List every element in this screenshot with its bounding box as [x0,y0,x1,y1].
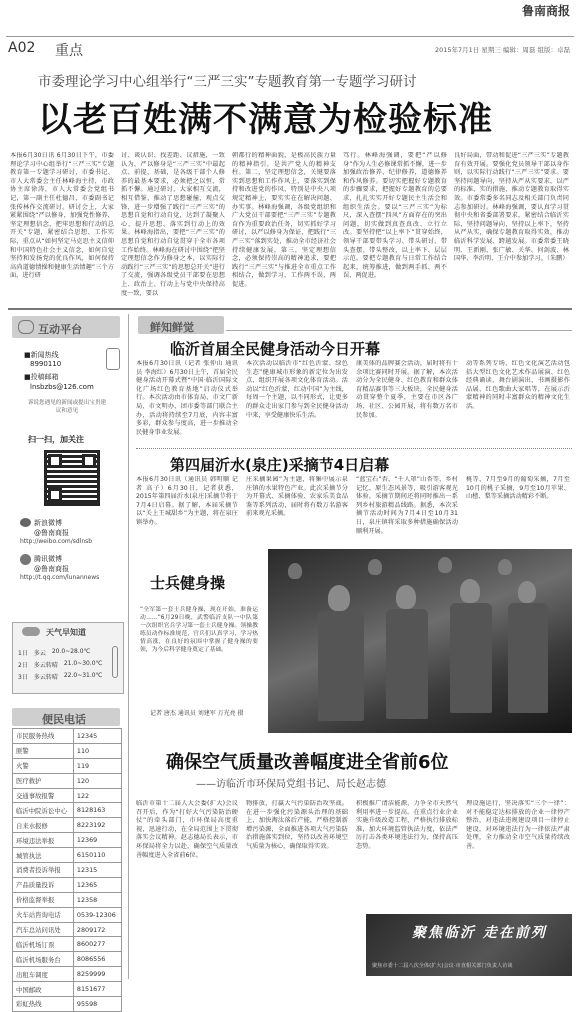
service-row [13,937,122,952]
story4-col-4: 理设施运行，坚决落实“三个一律”：对不能稳定达标排放的企业一律停产整治，对违法违规建设项目一律停止建设，对环境违法行为一律依法严肃处理，全力推动全市空气质量持续改善。 [466,800,570,850]
story2-col-2: 庄采摘果园”为主题，将集中展示泉庄镇的水果特色产业。此次采摘节分为开幕式、采摘体验、农家乐美食品鉴等系列活动，届时将有数万名游客前来观光采摘。 [246,476,348,518]
qr-caption: 扫一扫，加关注 [28,435,84,444]
cloud-icon [22,627,40,636]
service-row [13,967,122,982]
service-name: 中国邮政 [13,982,74,997]
story4-col-3: 积极推广清洁能源，力争全市天然气利用率进一步提高。在重点行业企业实施升级改造工程，严格执行排放标准，加大环境监管执法力度，依法严厉打击各类环境违法行为，保持高压态势。 [356,800,458,850]
service-name: 环境违法举报 [13,833,74,848]
lead-bottom-rule [8,308,572,310]
story1-divider [136,448,572,449]
story2-col-1: 本报6月30日讯（通讯员 韩明顺 记者 高子）6月30日，记者获悉，2015年第四届沂水(泉庄)采摘节将于7月4日启幕。据了解，本届采摘节以“关上王城甜乡”为主题，将在泉庄镇举办。 [136,476,238,526]
service-row [13,863,122,878]
lead-col-4: 笃行。林峰海强调，要把“严以修身”作为人生必修课常抓不懈，进一步加强政治修养，纪律修养，道德修养和作风修养。要切实把握好专题教育的步骤要求，把握好专题教育的总要求，扎扎实实开好专题民主生活会和组织生活会。要以“三严三实”为标尺，深入查摆“四风”方面存在的突出问题，切实做到真查真改、立行立改。要坚持把“以上率下”贯穿始终，领导干部要带头学习、带头研讨、带头查摆、带头整改，以上率下、层层示范。要把专题教育与日常工作结合起来，统筹推进，做到两手抓、两不误、两促进。 [343,152,447,280]
fresh-top-rule [226,330,572,331]
interact-note: 诉说您遇见的新闻或提出宝贵建议和意见 [27,400,107,414]
service-phone: 122 [73,788,121,803]
lead-col-3: 朝都行的精神面貌，是极高民族力量的精神指引，是共产党人的精神支柱。第二，坚定理想信念，关键要落实到思想和工作作风上，要落实到保持和改进党的作风，特别是中央八项规定精神上，要实实在在解决问题、办实事。林峰海强调，各级党组织和广大党员干部要把“三严三实”专题教育作为重要政治任务，切实抓好学习研讨，以严以修身为保证，把践行“三严三实”落到实处，推动全市经济社会持续健康发展。第三，坚定理想信念，必须保持崇高的精神追求，要把践行“三严三实”与推进全市重点工作相结合，做到学习、工作两不误、两促进。 [232,152,336,288]
service-row [13,922,122,937]
weather-title: 天气早知道 [46,628,86,637]
service-name: 产品质量投诉 [13,877,74,892]
service-name: 医疗救护 [13,773,74,788]
service-name: 消费者投诉举报 [13,863,74,878]
service-row [13,818,122,833]
service-row [13,892,122,907]
service-phone: 110 [73,743,121,758]
story2-col-3: “蓝宝石”杏、“千人罩”山杏等，乡村记忆、原生态风景等，吸引游客观光体验。采摘节期间还将同时推出一系列乡村旅游精品线路。据悉，本次采摘节活动时间为7月4日至10月31日，泉庄镇将采取多种措施确保活动顺利开展。 [356,476,458,535]
service-name: 汽车总站问讯处 [13,922,74,937]
service-row [13,982,122,997]
story1-col-2: 本次活动以临沂市“红色沂蒙、绿色生态”健康城市形象的新定位为出发点，组织开展各项文化体育活动。活动以“红色沂蒙，红动中国”为主线，每周一个主题，以不同形式，让更多的群众走出家门参与到全民健身活动中来，享受健康快乐生活。 [246,360,348,419]
service-name: 火警 [13,758,74,773]
service-name: 匪警 [13,743,74,758]
interact-title: 互动平台 [38,323,82,336]
service-name: 彩虹热线 [13,997,74,1012]
weibo-url[interactable]: http://weibo.com/sdlnsb [20,538,93,545]
date-line: 2015年7月1日 星期三 编辑：周磊 组版：卓磊 [434,46,570,54]
service-row [13,877,122,892]
service-row [13,743,122,758]
phone-icon [106,348,120,370]
service-title: 便民电话 [42,713,86,726]
service-phone: 12358 [73,892,121,907]
service-phone: 12315 [73,863,121,878]
header-rule [6,36,574,37]
service-phone: 12369 [73,833,121,848]
story1-title: 临沂首届全民健身活动今日开幕 [170,340,381,358]
service-name: 自来水报修 [13,818,74,833]
tencent-label: 腾讯微博 [34,555,62,563]
sidebar [8,314,126,1009]
lead-col-5: 良好局面，带动和促进“三严三实”专题教育有效开展。要强化党员领导干部以身作则，以实际行动践行“三严三实”要求。要坚持问题导向，坚持从严从实要求，以严的标准、实的措施，推动专题教育取得实效。市委常委多名同志及相关部门负责同志参加研讨。林峰海强调，要认真学习贯彻中央和省委部署要求，紧密结合临沂实际，坚持问题导向，坚持以上率下，坚持从严从实，确保专题教育取得实效，推动临沂科学发展、跨越发展。市委常委王晓明、王新刚、张广敏、关华、何剑波、林国华、李沂明、王介中参加学习。（朱鹏） [454,152,569,263]
tencent-url[interactable]: http://t.qq.com/lunannews [20,574,100,581]
story1-col-4: 动等系列专场，红色文化演艺活动包括大型红色文化艺术作品展演、红色经典诵读、舞台剧演出、书画摄影作品展、红色歌曲大家唱等，在展示沂蒙精神的同时丰富群众的精神文化生活。 [466,360,570,410]
hotline-value: 8990110 [30,360,62,368]
brand-logo: 鲁南商报 [521,4,570,18]
service-row [13,803,122,818]
service-name: 城管执法 [13,848,74,863]
story2-title: 第四届沂水(泉庄)采摘节4日启幕 [170,456,390,474]
service-phone: 8600277 [73,937,121,952]
service-phone: 119 [73,758,121,773]
page-number: A02 [8,40,36,56]
service-phone: 12365 [73,877,121,892]
story2-col-4: 桃等，7月至9月的葡萄采摘，7月至10月的桃子采摘，9月至10月苹果、山楂、梨等采摘活动精彩不断。 [466,476,570,501]
weather-row-3: 3日 多云转晴 22.0~31.0℃ [18,672,103,681]
focus-banner [366,914,572,976]
service-phone: 8151677 [73,982,121,997]
service-phone: 120 [73,773,121,788]
service-phone: 95598 [73,997,121,1012]
hotline-label: ■新闻热线 [24,351,59,359]
banner-caption: 聚焦市委十二届八次全体(扩大)会议·市直相关部门负责人访谈 [372,963,513,969]
story4-col-2: 物排放，打赢大气污染防治攻坚战。在进一步强化污染源头治理的基础上，加快淘汰落后产能，严格控制新增污染源，全面推进各项大气污染防治措施落实到位，坚持以改善环境空气质量为核心，确保取得实效。 [246,800,348,850]
service-row [13,907,122,922]
service-table [12,728,122,1012]
story3-credit: 记者 唐杰 通讯员 刘建军 万光亮 摄 [150,710,244,717]
story1-col-1: 本报6月30日讯（记者 张仲山 通讯员 李海红）6月30日上午，首届全民健身活动开幕式暨“中国·临沂国际文化广场红色教育基地”启动仪式举行。本次活动由市体育局、市文广新局、市文明办、团市委等部门联合主办，活动将持续至7月底，内容丰富多彩，群众参与度高，进一步推动全民健身事业发展。 [136,360,238,436]
lead-kicker: 市委理论学习中心组举行“三严三实”专题教育第一专题学习研讨 [38,74,417,90]
email-value[interactable]: lnsbzbs@126.com [30,383,94,391]
service-phone: 2809172 [73,922,121,937]
service-phone: 8086556 [73,952,121,967]
service-row [13,848,122,863]
section-name: 重点 [55,43,83,59]
service-name: 临沂中院诉讼中心 [13,803,74,818]
thermometer-icon [112,646,118,678]
service-phone: 8259999 [73,967,121,982]
service-name: 出租车调度 [13,967,74,982]
service-name: 价格监督举报 [13,892,74,907]
service-name: 临沂机场订票 [13,937,74,952]
lead-col-1: 本报6月30日讯 6月30日下午，市委理论学习中心组举行“三严三实”专题教育第一专题学习研讨，市委书记、市人大常委会主任林峰海主持，市政协主席徐涛，市人大常委会党组书记，第一副主任杜德昌，市委副书记张传林作交流研讨。研讨会上，大家紧紧围绕“严以修身，加强党性修养，坚定理想信念，把牢思想和行动的总开关”专题，紧密结合思想、工作实际，重点从“如何坚定马克思主义信仰和中国特色社会主义信念，如何自觉坚持和发扬党的优良作风，如何保持高尚道德情操和健康生活情趣”三个方面，进行研 [10,152,114,280]
story4-title: 确保空气质量改善幅度进全省前6位 [166,752,449,773]
service-name: 火车站咨询电话 [13,907,74,922]
tencent-handle[interactable]: @鲁南商报 [34,565,69,573]
email-label: ■投稿邮箱 [24,373,59,381]
banner-title: 聚焦临沂 走在前列 [412,925,547,941]
fresh-tag: 鲜知鲜觉 [150,321,194,334]
story3-title: 士兵健身操 [150,574,226,592]
sidebar-divider [128,314,129,979]
service-phone: 6150110 [73,848,121,863]
service-name: 市民服务热线 [13,729,74,744]
service-row [13,788,122,803]
service-phone: 8128163 [73,803,121,818]
service-row [13,952,122,967]
weibo-handle[interactable]: @鲁南商报 [34,529,69,537]
service-phone: 8223192 [73,818,121,833]
service-row [13,758,122,773]
story3-text: “全军第一套士兵健身操，现在开始，准备运动……”6月29日晚，武警临沂支队一中队第一次组织官兵学习第一套士兵健身操。领操教练员动作标准规范，官兵们认真学习，学习热情高涨，在良好的氛围中掌握了健身操的要领，为今后科学健身奠定了基础。 [140,607,258,653]
lead-headline: 以老百姓满不满意为检验标准 [38,100,493,140]
weibo-icon [20,518,31,527]
soldiers-photo [268,549,572,733]
story1-col-3: 康美体的品牌赛会活动，届时将有十余项比赛同时开展。据了解，本次活动分为全民健身、红色教育和群众体育精品赛事等三大板块，全民健身活动贯穿整个夏季，主要在市区各广场、社区、公园开展，将有数万名市民参加。 [356,360,458,419]
service-row [13,833,122,848]
service-phone: 12345 [73,729,121,744]
weather-row-1: 1日 多云 20.0~28.0℃ [18,648,91,657]
story4-col-1: 临沂市第十二届人大会委(扩大)会议召开后，作为“打好大气污染防治硬仗”的牵头部门，市环保局高度重视，迅速行动，在全局范围上下贯彻落实会议精神。赵志德局长表示，市环保局将全力以赴，确保空气质量改善幅度进入全省前6位。 [136,800,238,859]
service-row [13,773,122,788]
lead-col-2: 讨、谈认识、找差距、议措施，一致认为，严以修身是“三严三实”中最起点、前提、基础，是各级干部个人修养的最基本要求，必须把之以恒、常抓不懈。通过研讨，大家相互交流，相互借鉴，推动了思想碰撞，观点交锋，进一步增强了践行“三严三实”的思想自觉和行动自觉，达到了凝聚人心、提升思想、落实到行动上的效果。林峰海指出，要把“三严三实”的思想自觉和行动自觉贯穿于全市各项工作始终。林峰海在研讨中围绕“把坚定理想信念作为修身之本，以实际行动践行“三严三实”的思想总开关”进行了交流，强调各级党员干部要在思想上、政治上、行动上与党中央保持高度一致，要以 [121,152,225,297]
weibo-label: 新浪微博 [34,519,62,527]
weather-row-2: 2日 多云转晴 21.0~30.0℃ [18,660,103,669]
service-name: 交通事故报警 [13,788,74,803]
story4-subtitle: ——访临沂市环保局党组书记、局长赵志德 [196,779,386,790]
service-name: 临沂机场服务台 [13,952,74,967]
qr-code[interactable] [44,450,100,506]
chat-bubble-icon [18,320,34,334]
tencent-icon [20,554,31,565]
service-phone: 0539-12306 [73,907,121,922]
service-row [13,729,122,744]
service-row [13,997,122,1012]
